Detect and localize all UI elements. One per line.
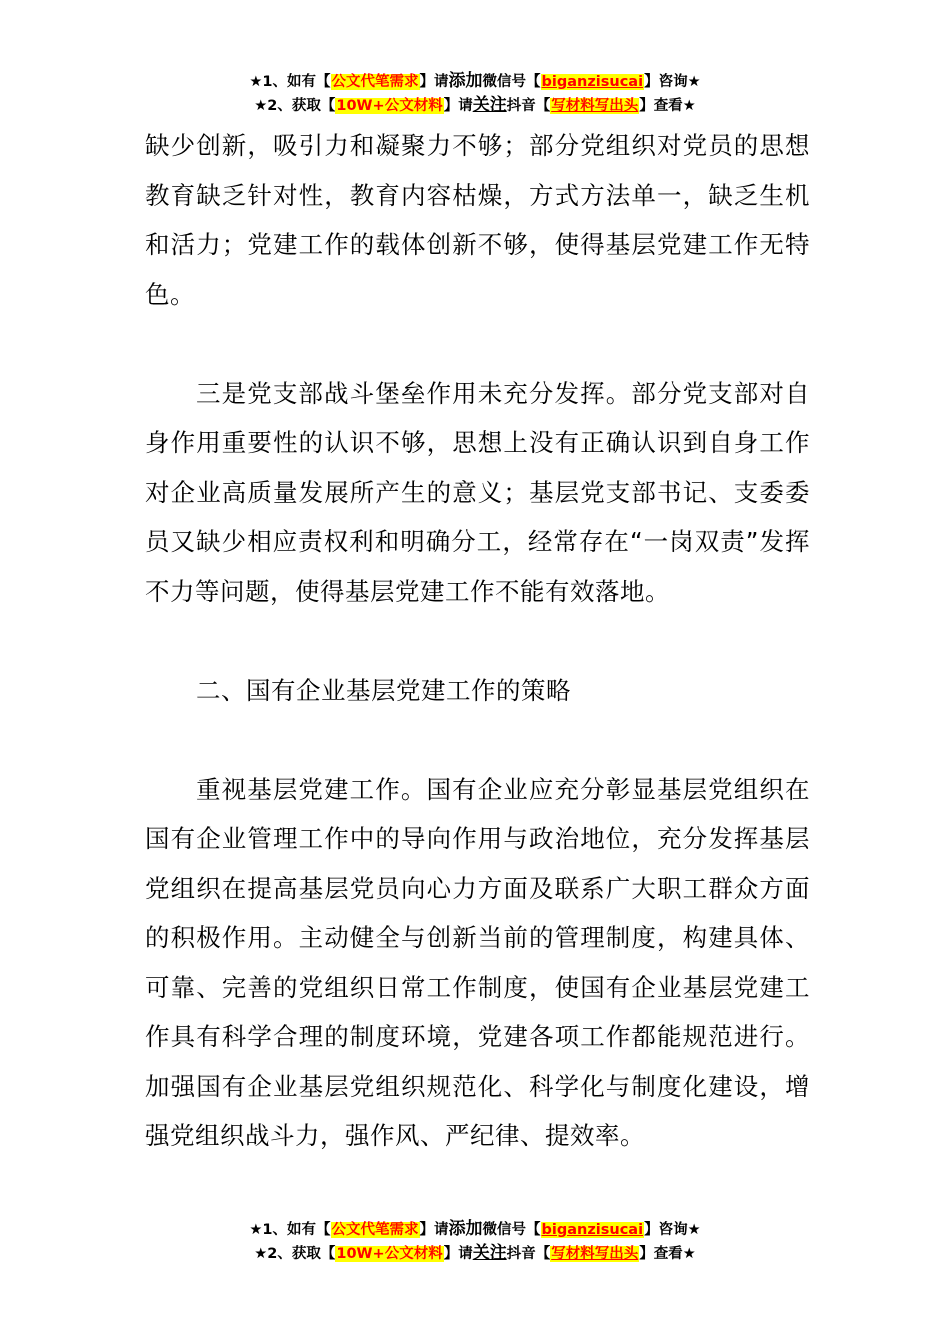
banner-text: ★2、获取【 (254, 1246, 336, 1262)
banner-text: 】请 (419, 1222, 449, 1238)
document-body (145, 121, 810, 1161)
banner-line-2 (0, 1242, 950, 1266)
banner-line-1 (0, 70, 950, 94)
highlight-douyin-account: 写材料写出头 (551, 1246, 639, 1262)
highlight-materials: 10W+公文材料 (336, 1246, 443, 1262)
banner-emphasis: 添加 (448, 1219, 483, 1239)
banner-line-1 (0, 1218, 950, 1242)
highlight-materials: 10W+公文材料 (336, 98, 443, 114)
banner-emphasis: 添加 (448, 71, 483, 91)
highlight-douyin-account: 写材料写出头 (551, 98, 639, 114)
highlight-wechat-id: biganzisucai (541, 74, 644, 90)
banner-text: 】请 (419, 74, 449, 90)
banner-text: 抖音【 (506, 1246, 551, 1262)
banner-text: 】查看★ (639, 1246, 696, 1262)
banner-text: 】咨询★ (644, 74, 701, 90)
banner-emphasis: 关注 (472, 1243, 507, 1263)
paragraph: 三是党支部战斗堡垒作用未充分发挥。部分党支部对自身作用重要性的认识不够，思想上没有正确认识到自身工作对企业高质量发展所产生的意义；基层党支部书记、支委委员又缺少相应责权利和明确分工，经常存在“一岗双责”发挥不力等问题，使得基层党建工作不能有效落地。 (145, 378, 810, 606)
banner-line-2 (0, 94, 950, 118)
banner-text: ★2、获取【 (254, 98, 336, 114)
highlight-wechat-id: biganzisucai (541, 1222, 644, 1238)
header-banner (0, 70, 950, 118)
banner-text: 抖音【 (506, 98, 551, 114)
highlight-service: 公文代笔需求 (331, 1222, 419, 1238)
banner-text: 】请 (443, 98, 473, 114)
paragraph: 缺少创新，吸引力和凝聚力不够；部分党组织对党员的思想教育缺乏针对性，教育内容枯燥，方式方法单一，缺乏生机和活力；党建工作的载体创新不够，使得基层党建工作无特色。 (145, 131, 810, 309)
paragraph: 重视基层党建工作。国有企业应充分彰显基层党组织在国有企业管理工作中的导向作用与政治地位，充分发挥基层党组织在提高基层党员向心力方面及联系广大职工群众方面的积极作用。主动健全与创新当前的管理制度，构建具体、可靠、完善的党组织日常工作制度，使国有企业基层党建工作具有科学合理的制度环境，党建各项工作都能规范进行。加强国有企业基层党组织规范化、科学化与制度化建设，增强党组织战斗力，强作风、严纪律、提效率。 (145, 774, 810, 1150)
paragraph-gap (145, 319, 810, 369)
banner-text: ★1、如有【 (249, 74, 331, 90)
banner-text: 】查看★ (639, 98, 696, 114)
section-heading: 二、国有企业基层党建工作的策略 (196, 675, 571, 705)
paragraph-gap (145, 616, 810, 666)
banner-text: 微信号【 (482, 74, 541, 90)
banner-text: 】请 (443, 1246, 473, 1262)
footer-banner (0, 1218, 950, 1266)
banner-text: ★1、如有【 (249, 1222, 331, 1238)
banner-text: 】咨询★ (644, 1222, 701, 1238)
highlight-service: 公文代笔需求 (331, 74, 419, 90)
banner-text: 微信号【 (482, 1222, 541, 1238)
paragraph-gap (145, 715, 810, 765)
banner-emphasis: 关注 (472, 95, 507, 115)
